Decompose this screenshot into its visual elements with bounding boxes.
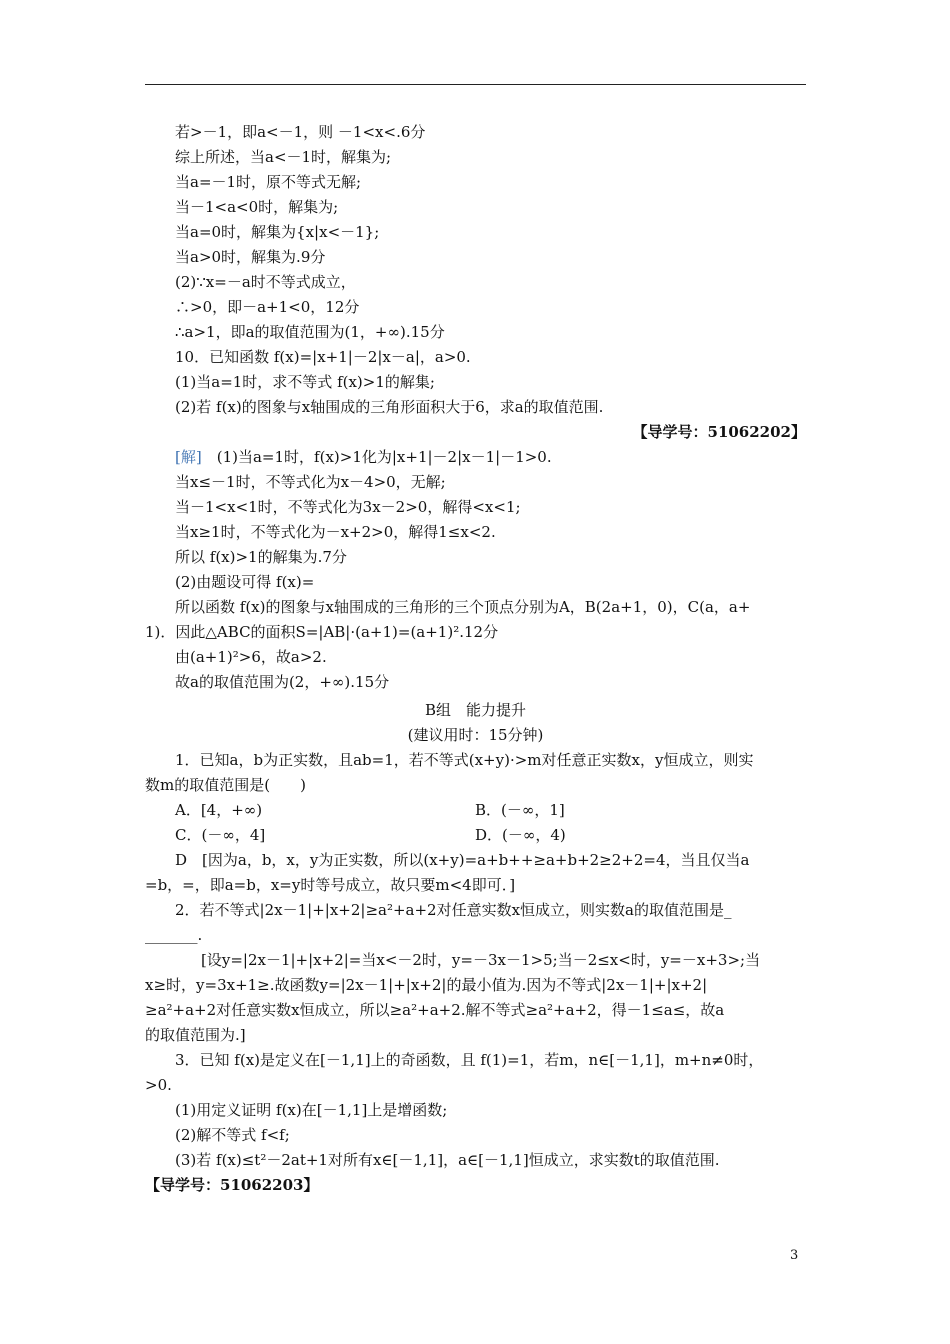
text-line: 故a的取值范围为(2，+∞).15分 — [175, 673, 390, 691]
text-line: 由(a+1)²>6，故a>2. — [175, 648, 327, 666]
text-line: 当a=－1时，原不等式无解; — [175, 173, 362, 191]
text-line: x≥时，y=3x+1≥.故函数y=|2x－1|+|x+2|的最小值为.因为不等式|2x－1|+|x+2| — [145, 976, 708, 994]
text-line: 当a>0时，解集为.9分 — [175, 248, 326, 266]
problem-b3: 3．已知 f(x)是定义在[－1,1]上的奇函数，且 f(1)=1，若m，n∈[－1,1]，m+n≠0时， — [175, 1051, 764, 1069]
answer-b2: [设y=|2x－1|+|x+2|=当x<－2时，y=－3x－1>5;当－2≤x<时，y=－x+3>;当 — [201, 951, 761, 969]
problem-b2: 2．若不等式|2x－1|+|x+2|≥a²+a+2对任意实数x恒成立，则实数a的取值范围是_ — [175, 901, 732, 919]
text-line: =b，=，即a=b，x=y时等号成立，故只要m<4即可．] — [145, 876, 516, 894]
text-line: ≥a²+a+2对任意实数x恒成立，所以≥a²+a+2.解不等式≥a²+a+2，得－1≤a≤，故a — [145, 1001, 725, 1019]
guide-number-1: 【导学号：51062202】 — [632, 423, 806, 441]
text-line: >0. — [145, 1076, 172, 1094]
text-line: 当－1<x<1时，不等式化为3x－2>0，解得<x<1; — [175, 498, 521, 516]
problem-b3-part-2: (2)解不等式 f<f; — [175, 1126, 290, 1144]
text-line: ∴>0，即－a+1<0，12分 — [175, 298, 360, 316]
options-row-2 — [145, 824, 806, 846]
problem-10-part-2: (2)若 f(x)的图象与x轴围成的三角形面积大于6，求a的取值范围. — [175, 398, 604, 416]
text-line: 当x≤－1时，不等式化为x－4>0，无解; — [175, 473, 446, 491]
suggested-time: (建议用时：15分钟) — [407, 726, 544, 744]
text-line: 数m的取值范围是( ) — [145, 776, 306, 794]
problem-b3-part-3: (3)若 f(x)≤t²－2at+1对所有x∈[－1,1]，a∈[－1,1]恒成立，求实数t的取值范围. — [175, 1151, 720, 1169]
solution-line — [145, 446, 806, 468]
text-line: 所以函数 f(x)的图象与x轴围成的三角形的三个顶点分别为A，B(2a+1，0)，C(a，a+ — [175, 598, 751, 616]
text-line: (2)由题设可得 f(x)= — [175, 573, 315, 591]
options-row-1 — [145, 799, 806, 821]
header-rule — [145, 84, 806, 85]
text-line: 1)．因此△ABC的面积S=|AB|·(a+1)=(a+1)².12分 — [145, 623, 499, 641]
text-line: 当a=0时，解集为{x|x<－1}; — [175, 223, 380, 241]
text-line: 若>－1，即a<－1，则 －1<x<.6分 — [175, 123, 426, 141]
section-title: B组 能力提升 — [424, 701, 527, 719]
problem-b1: 1．已知a，b为正实数，且ab=1，若不等式(x+y)·>m对任意正实数x，y恒成立，则实 — [175, 751, 754, 769]
problem-b3-part-1: (1)用定义证明 f(x)在[－1,1]上是增函数; — [175, 1101, 448, 1119]
option-a: A．[4，+∞) — [175, 801, 263, 819]
blank-line: _______. — [145, 926, 203, 944]
text-line: 综上所述，当a<－1时，解集为; — [175, 148, 392, 166]
problem-10-part-1: (1)当a=1时，求不等式 f(x)>1的解集; — [175, 373, 435, 391]
text-line: ∴a>1，即a的取值范围为(1，+∞).15分 — [175, 323, 445, 341]
solution-tag: [解] — [175, 448, 202, 466]
option-c: C．(－∞，4] — [175, 826, 266, 844]
option-b: B．(－∞，1] — [475, 801, 565, 819]
answer-b1: D [因为a，b，x，y为正实数，所以(x+y)=a+b++≥a+b+2≥2+2=4，当且仅当a — [175, 851, 750, 869]
text-line: (2)∵x=－a时不等式成立， — [175, 273, 356, 291]
text-line: (1)当a=1时，f(x)>1化为|x+1|－2|x－1|－1>0. — [216, 448, 552, 466]
guide-number-2: 【导学号：51062203】 — [145, 1176, 319, 1194]
text-line: 当x≥1时，不等式化为－x+2>0，解得1≤x<2. — [175, 523, 496, 541]
problem-10: 10．已知函数 f(x)=|x+1|－2|x－a|，a>0. — [175, 348, 471, 366]
text-line: 的取值范围为.] — [145, 1026, 246, 1044]
text-line: 所以 f(x)>1的解集为.7分 — [175, 548, 347, 566]
page-number: 3 — [790, 1248, 799, 1263]
text-line: 当－1<a<0时，解集为; — [175, 198, 339, 216]
option-d: D．(－∞，4) — [475, 826, 566, 844]
